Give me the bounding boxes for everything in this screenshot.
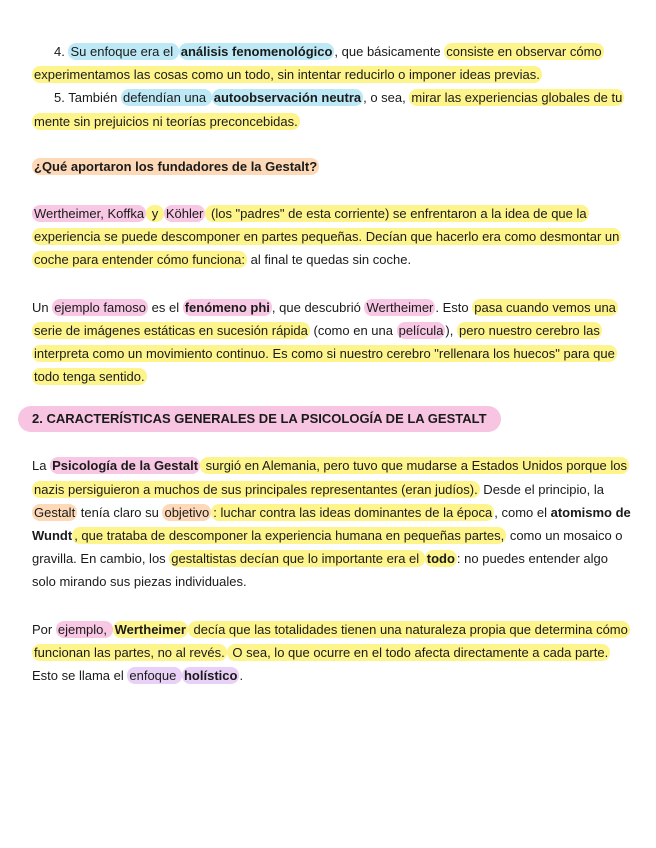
highlight-bold-text: Psicología de la Gestalt (52, 458, 199, 474)
highlight-text: película (398, 322, 444, 338)
highlight-text: : luchar contra las ideas dominantes de la época (213, 504, 493, 520)
body-text: al final te quedas sin coche. (247, 252, 412, 268)
highlight-text: decía que las totalidades tienen una naturaleza propia que determina cómo funcionan las partes, no al revés. (34, 621, 628, 660)
highlight-text: pero nuestro cerebro las interpreta como un movimiento continuo. Es como si nuestro cerebro "rellenara los huecos" para que todo tenga sentido. (34, 322, 615, 385)
highlight-text: Su enfoque era el (70, 44, 177, 59)
highlight-text: consiste en observar cómo experimentamos las cosas como un todo, sin intentar reducirlo o imponer ideas previas. (34, 44, 602, 83)
highlight-text: Gestalt (34, 504, 76, 520)
highlight-text: Wertheimer (366, 299, 434, 315)
paragraph-phi (32, 296, 632, 389)
body-text: La (32, 458, 51, 474)
list-item-4 (32, 40, 632, 86)
body-text: ), (445, 322, 457, 338)
highlight-bold-text: todo (426, 551, 455, 567)
list-number: 4. (54, 44, 65, 59)
highlight-text: pasa cuando vemos una serie de imágenes estáticas en sucesión rápida (34, 299, 616, 338)
section-question (32, 155, 632, 178)
body-text: . Esto (435, 299, 473, 315)
body-text: Desde el principio, la (479, 481, 604, 497)
highlight-text: mirar las experiencias globales de tu mente sin prejuicios ni teorías preconcebidas. (34, 90, 623, 129)
bold-text: atomismo de Wundt (32, 504, 631, 544)
body-text: Un (32, 299, 53, 315)
highlight-text: O sea, lo que ocurre en el todo afecta directamente a cada parte. (228, 644, 609, 660)
highlight-text: ejemplo famoso (54, 299, 147, 315)
body-text: También (68, 90, 121, 106)
highlight-text: Köhler (165, 206, 204, 222)
list-number: 5. (54, 90, 65, 106)
paragraph-gestalt-origin (32, 454, 632, 593)
body-text: , como el (494, 504, 551, 520)
highlight-bold-text: fenómeno phi (184, 299, 270, 315)
highlight-text: enfoque (129, 668, 180, 684)
highlight-text: Wertheimer, Koffka (34, 206, 145, 222)
body-text: Esto se llama el (32, 668, 128, 684)
highlight-bold-text: holístico (183, 668, 238, 684)
body-text: tenía claro su (77, 504, 163, 520)
body-text: como un mosaico o gravilla. En cambio, los (32, 528, 623, 567)
body-text: , que descubrió (271, 299, 365, 315)
body-text: , o sea, (363, 90, 410, 106)
highlight-text: ejemplo, (57, 621, 111, 637)
highlight-text: surgió en Alemania, pero tuvo que mudarse a Estados Unidos porque los nazis persiguieron a muchos de sus principales representantes (eran judíos). (34, 458, 627, 497)
document-page (32, 40, 632, 687)
highlight-bold-text: análisis fenomenológico (180, 44, 333, 59)
paragraph-holistic (32, 618, 632, 688)
body-text: . (239, 668, 244, 684)
highlight-bold-text: autoobservación neutra (213, 90, 362, 106)
section-heading: 2. CARACTERÍSTICAS GENERALES DE LA PSICOLOGÍA DE LA GESTALT (18, 406, 501, 432)
highlight-text: (los "padres" de esta corriente) se enfrentaron a la idea de que la experiencia se puede descomponer en partes pequeñas. Decían que hacerlo era como desmontar un coche para entender cómo funciona: (34, 206, 620, 268)
highlight-text: , que trataba de descomponer la experiencia humana en pequeñas partes, (74, 528, 505, 544)
paragraph-founders (32, 202, 632, 272)
question-heading: ¿Qué aportaron los fundadores de la Gestalt? (34, 158, 318, 174)
highlight-text: gestaltistas decían que lo importante era el (171, 551, 423, 567)
body-text: (como en una (309, 322, 397, 338)
highlight-text: y (148, 206, 162, 222)
highlight-bold-text: Wertheimer (114, 621, 186, 637)
list-item-5 (32, 86, 632, 132)
highlight-text: objetivo (164, 504, 210, 520)
body-text: , que básicamente (334, 44, 445, 59)
highlight-text: defendían una (122, 90, 210, 106)
body-text: Por (32, 621, 56, 637)
body-text: : no puedes entender algo solo mirando sus piezas individuales. (32, 551, 608, 590)
body-text: es el (148, 299, 183, 315)
